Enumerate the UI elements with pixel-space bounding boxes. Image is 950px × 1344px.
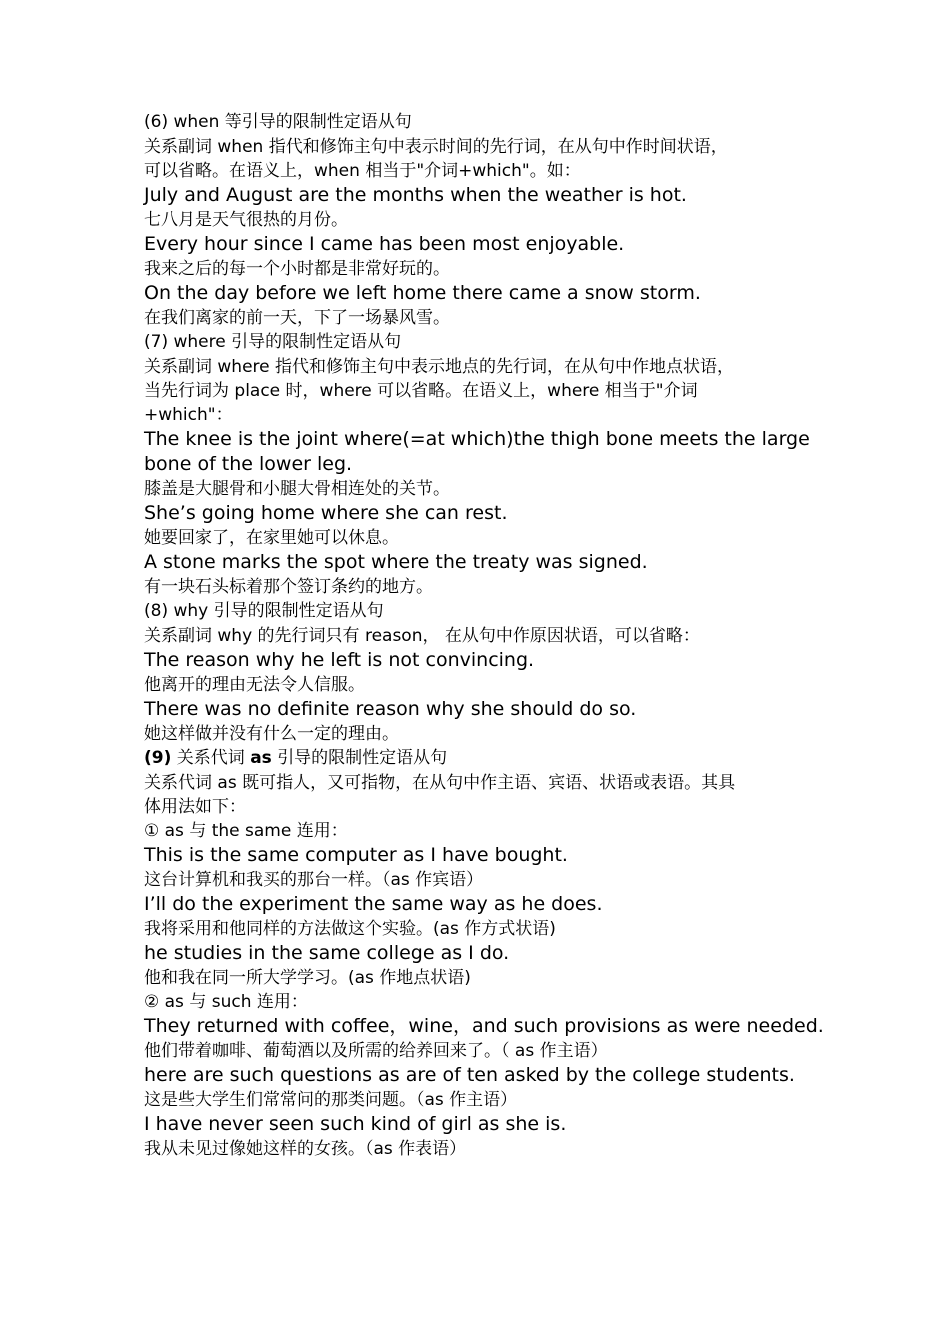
- document-page: [144, 110, 824, 1161]
- chinese-text: 关系副词 where 指代和修饰主句中表示地点的先行词，在从句中作地点状语，: [144, 357, 735, 377]
- section-9-keyword: as: [250, 748, 272, 768]
- english-sentence: The knee is the joint where(=at which)the thigh bone meets the large: [144, 428, 810, 450]
- chinese-text: 关系代词 as 既可指人，又可指物，在从句中作主语、宾语、状语或表语。其具: [144, 773, 736, 793]
- section-heading: (8) why 引导的限制性定语从句: [144, 601, 384, 621]
- chinese-text: 当先行词为 place 时，where 可以省略。在语义上，where 相当于"介词: [144, 381, 698, 401]
- chinese-text: 有一块石头标着那个签订条约的地方。: [144, 577, 433, 597]
- english-sentence: here are such questions as are of ten asked by the college students.: [144, 1064, 795, 1086]
- english-sentence: The reason why he left is not convincing.: [144, 649, 535, 671]
- english-sentence: This is the same computer as I have bought.: [144, 844, 568, 866]
- chinese-text: ② as 与 such 连用：: [144, 992, 308, 1012]
- english-sentence: bone of the lower leg.: [144, 453, 353, 475]
- english-sentence: A stone marks the spot where the treaty was signed.: [144, 551, 648, 573]
- chinese-text: 他和我在同一所大学学习。(as 作地点状语): [144, 968, 471, 988]
- section-heading: (6) when 等引导的限制性定语从句: [144, 112, 412, 132]
- chinese-text: 他们带着咖啡、葡萄酒以及所需的给养回来了。（ as 作主语）: [144, 1041, 608, 1061]
- chinese-text: 关系副词 when 指代和修饰主句中表示时间的先行词，在从句中作时间状语，: [144, 137, 728, 157]
- chinese-text: 她要回家了，在家里她可以休息。: [144, 528, 399, 548]
- english-sentence: There was no definite reason why she should do so.: [144, 698, 637, 720]
- section-heading: (7) where 引导的限制性定语从句: [144, 332, 402, 352]
- chinese-text: 我来之后的每一个小时都是非常好玩的。: [144, 259, 450, 279]
- chinese-text: ① as 与 the same 连用：: [144, 821, 348, 841]
- chinese-text: 这台计算机和我买的那台一样。（as 作宾语）: [144, 870, 484, 890]
- section-9-post: 引导的限制性定语从句: [277, 748, 448, 768]
- section-9-pre: 关系代词: [176, 748, 245, 768]
- chinese-text: +which"：: [144, 405, 233, 425]
- section-9-heading: [144, 746, 824, 771]
- section-9-number: (9): [144, 748, 172, 768]
- chinese-text: 这是些大学生们常常问的那类问题。（as 作主语）: [144, 1090, 518, 1110]
- chinese-text: 她这样做并没有什么一定的理由。: [144, 724, 399, 744]
- chinese-text: 我从未见过像她这样的女孩。（as 作表语）: [144, 1139, 467, 1159]
- chinese-text: 关系副词 why 的先行词只有 reason， 在从句中作原因状语，可以省略：: [144, 626, 700, 646]
- english-sentence: he studies in the same college as I do.: [144, 942, 510, 964]
- chinese-text: 膝盖是大腿骨和小腿大骨相连处的关节。: [144, 479, 450, 499]
- text-block-6-8: [144, 110, 824, 746]
- english-sentence: I have never seen such kind of girl as she is.: [144, 1113, 567, 1135]
- english-sentence: They returned with coffee，wine，and such provisions as were needed.: [144, 1015, 824, 1037]
- chinese-text: 他离开的理由无法令人信服。: [144, 675, 365, 695]
- chinese-text: 体用法如下：: [144, 797, 246, 817]
- english-sentence: She’s going home where she can rest.: [144, 502, 508, 524]
- text-block-9: [144, 771, 824, 1161]
- english-sentence: Every hour since I came has been most enjoyable.: [144, 233, 625, 255]
- chinese-text: 七八月是天气很热的月份。: [144, 210, 348, 230]
- chinese-text: 在我们离家的前一天，下了一场暴风雪。: [144, 308, 450, 328]
- chinese-text: 我将采用和他同样的方法做这个实验。(as 作方式状语): [144, 919, 556, 939]
- english-sentence: July and August are the months when the weather is hot.: [144, 184, 687, 206]
- chinese-text: 可以省略。在语义上，when 相当于"介词+which"。如：: [144, 161, 581, 181]
- english-sentence: I’ll do the experiment the same way as he does.: [144, 893, 603, 915]
- english-sentence: On the day before we left home there came a snow storm.: [144, 282, 701, 304]
